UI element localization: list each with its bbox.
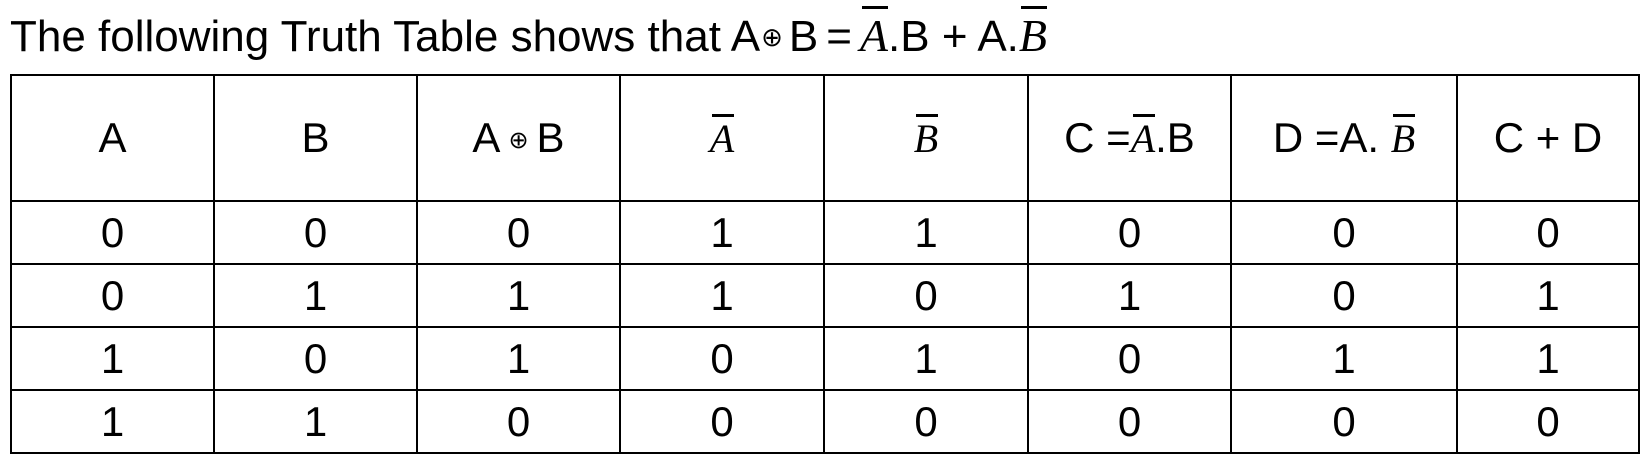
header-xor-right: B [536,114,565,161]
table-cell: 0 [11,264,214,327]
table-cell: 0 [214,201,417,264]
table-cell: 0 [620,327,824,390]
title-mid: .B + A. [888,12,1019,61]
table-cell: 1 [620,264,824,327]
header-c-suffix: .B [1155,114,1195,161]
table-cell: 1 [1028,264,1231,327]
title-b-bar: B [1018,10,1048,61]
table-cell: 0 [1231,390,1457,453]
table-cell: 0 [417,390,620,453]
header-a: A [11,75,214,201]
table-cell: 1 [1231,327,1457,390]
page-title [10,4,1047,70]
table-row [11,264,1639,327]
header-d [1231,75,1457,201]
header-not-a [620,75,824,201]
header-b: B [214,75,417,201]
table-cell: 0 [214,327,417,390]
table-cell: 0 [1231,264,1457,327]
table-cell: 0 [1231,201,1457,264]
table-cell: 1 [1457,327,1639,390]
table-cell: 1 [620,201,824,264]
header-c-bar: A [1130,116,1156,161]
table-cell: 0 [1028,390,1231,453]
table-cell: 1 [417,327,620,390]
header-xor [417,75,620,201]
table-row [11,201,1639,264]
header-d-bar: B [1390,116,1416,161]
header-not-a-symbol: A [709,116,735,161]
header-xor-symbol: ⊕ [508,126,529,154]
table-cell: 1 [11,390,214,453]
xor-symbol: ⊕ [761,23,783,53]
title-equals: = [826,12,852,61]
table-cell: 1 [11,327,214,390]
table-cell: 0 [824,390,1028,453]
table-cell: 0 [824,264,1028,327]
table-cell: 1 [824,327,1028,390]
title-b: B [788,12,819,61]
truth-table [10,74,1640,454]
title-prefix: The following Truth Table shows that A [10,12,761,61]
table-cell: 0 [417,201,620,264]
header-d-prefix: D =A. [1272,114,1391,161]
header-c-prefix: C = [1064,114,1131,161]
header-not-b [824,75,1028,201]
table-cell: 0 [1028,201,1231,264]
header-c-plus-d: C + D [1457,75,1639,201]
table-cell: 1 [214,390,417,453]
table-cell: 0 [11,201,214,264]
header-xor-left: A [472,114,501,161]
header-c [1028,75,1231,201]
header-not-b-symbol: B [913,116,939,161]
header-row [11,75,1639,201]
table-cell: 1 [417,264,620,327]
table-cell: 0 [1457,201,1639,264]
table-cell: 0 [620,390,824,453]
table-cell: 1 [824,201,1028,264]
table-row [11,390,1639,453]
table-cell: 0 [1457,390,1639,453]
table-cell: 0 [1028,327,1231,390]
table-cell: 1 [214,264,417,327]
table-cell: 1 [1457,264,1639,327]
title-a-bar: A [859,10,889,61]
table-row [11,327,1639,390]
